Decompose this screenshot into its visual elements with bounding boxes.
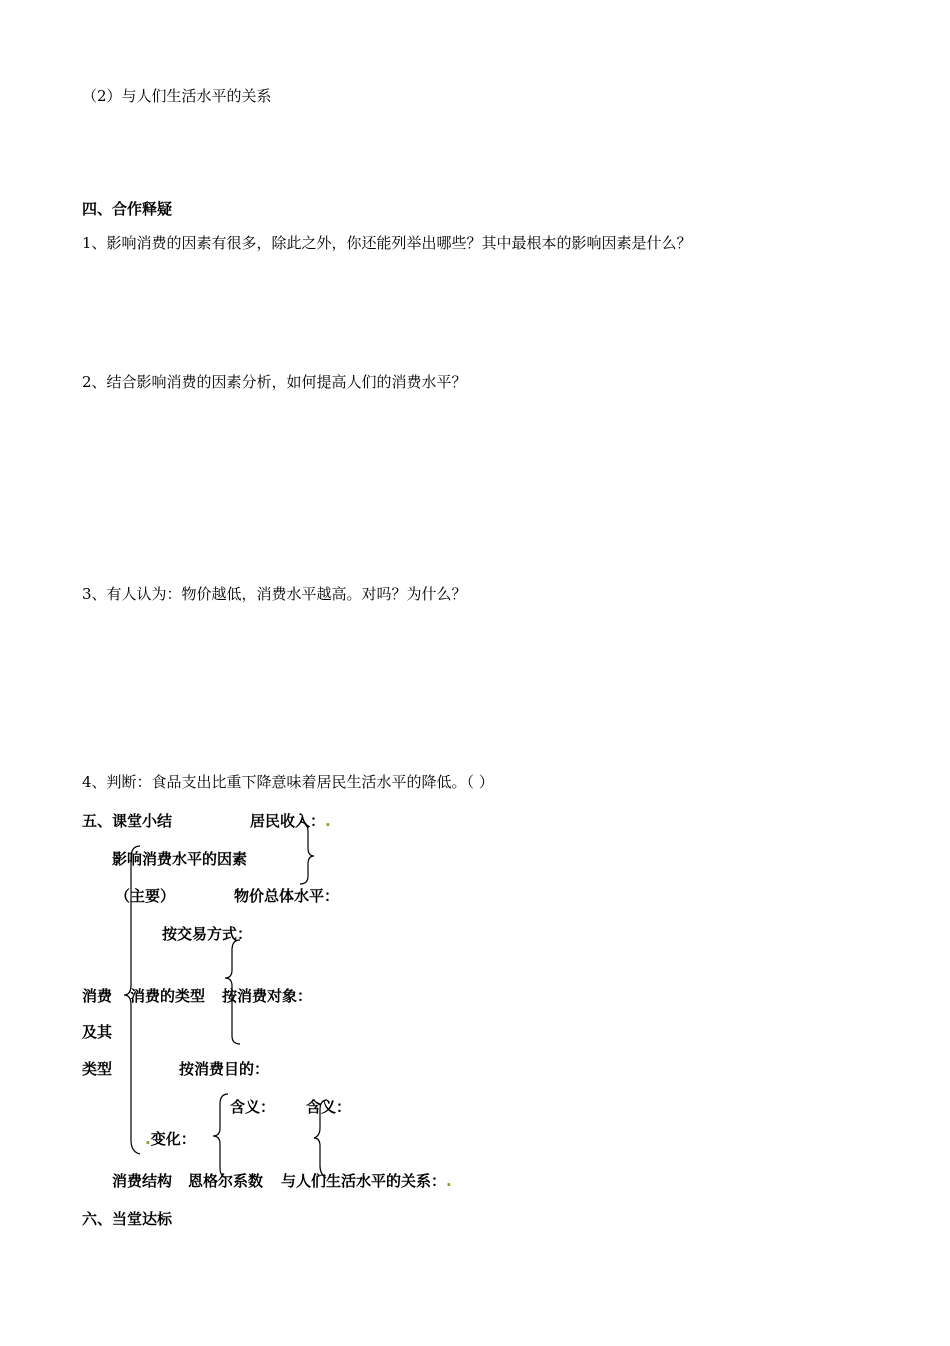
brace-change	[213, 1094, 228, 1178]
summary-trade: 按交易方式：	[162, 925, 253, 943]
question-2: 2、结合影响消费的因素分析，如何提高人们的消费水平？	[82, 373, 467, 391]
summary-main: （主要）	[115, 887, 176, 905]
summary-income: 居民收入：.	[250, 812, 331, 830]
summary-consumption-2: 及其	[82, 1023, 113, 1041]
summary-consumption-3: 类型	[82, 1060, 113, 1078]
question-4: 4、判断：食品支出比重下降意味着居民生活水平的降低。（ ）	[82, 773, 494, 791]
summary-object: 按消费对象：	[222, 987, 313, 1005]
question-3: 3、有人认为：物价越低，消费水平越高。对吗？为什么？	[82, 585, 467, 603]
summary-change: .变化：	[145, 1130, 196, 1148]
summary-meaning-1: 含义：	[230, 1098, 276, 1116]
summary-factors: 影响消费水平的因素	[112, 850, 248, 868]
marker-dot: .	[446, 1172, 452, 1190]
brace-factors	[300, 822, 314, 884]
summary-types: 消费的类型	[130, 987, 206, 1005]
sub-item-2: （2）与人们生活水平的关系	[82, 87, 272, 105]
marker-dot: .	[145, 1130, 151, 1148]
summary-engel: 恩格尔系数	[188, 1172, 264, 1190]
summary-meaning-2: 含义：	[306, 1098, 352, 1116]
marker-dot: .	[325, 812, 331, 830]
section-heading-4: 四、合作释疑	[82, 200, 173, 218]
section-heading-5: 五、课堂小结	[82, 812, 173, 830]
summary-price: 物价总体水平：	[234, 887, 340, 905]
summary-relation: 与人们生活水平的关系：.	[281, 1172, 452, 1190]
question-1: 1、影响消费的因素有很多，除此之外，你还能列举出哪些？其中最根本的影响因素是什么？	[82, 234, 692, 252]
summary-purpose: 按消费目的：	[179, 1060, 270, 1078]
section-heading-6: 六、当堂达标	[82, 1210, 173, 1228]
summary-consumption-1: 消费	[82, 987, 113, 1005]
summary-structure: 消费结构	[112, 1172, 173, 1190]
